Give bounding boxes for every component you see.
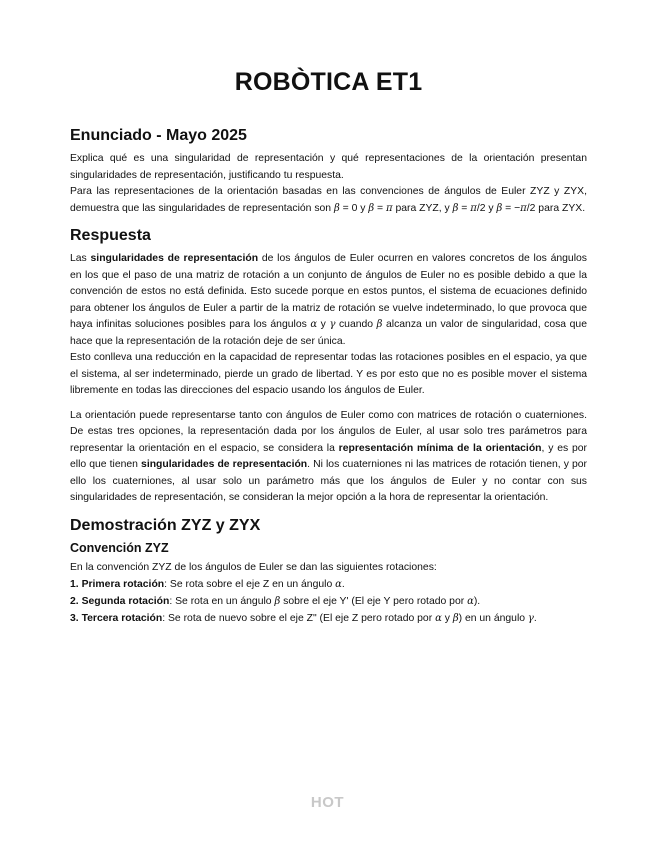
convencion-intro: En la convención ZYZ de los ángulos de Euler se dan las siguientes rotaciones:	[70, 561, 437, 573]
document-title: ROBÒTICA ET1	[234, 68, 423, 96]
list-item: 3. Tercera rotación: Se rota de nuevo sobre el eje Z" (El eje Z pero rotado por α y β) en un ángulo γ.	[70, 613, 537, 624]
list-item: 2. Segunda rotación: Se rota en un ángulo β sobre el eje Y' (El eje Y pero rotado por α).	[70, 596, 481, 607]
document-page	[70, 68, 587, 627]
enunciado-heading: Enunciado - Mayo 2025	[70, 127, 247, 144]
convencion-zyz-heading: Convención ZYZ	[70, 540, 169, 555]
rotation-list	[70, 576, 587, 627]
respuesta-paragraph-1: Las singularidades de representación de los ángulos de Euler ocurren en valores concretos de los ángulos en los que el paso de una matriz de rotación a un conjunto de ángulos de Euler no es posible debido a que la convención de estos no está definida. Esto sucede porque en estos puntos, el sistema de ecuaciones definido para obtener los ángulos de Euler a partir de la matriz de rotación se vuelve indeterminado, lo que provoca que haya infinitas soluciones posibles para los ángulos α y γ cuando β alcanza un valor de singularidad, cosa que hace que la representación de la rotación deje de ser única.	[70, 253, 587, 347]
respuesta-heading: Respuesta	[70, 227, 151, 244]
respuesta-paragraph-3: La orientación puede representarse tanto con ángulos de Euler como con matrices de rotación o cuaterniones. De estas tres opciones, la representación dada por los ángulos de Euler, al usar solo tres parámetros para representar la orientación en el espacio, se considera la representación mínima de la orientación, y es por ello que tienen singularidades de representación. Ni los cuaterniones ni las matrices de rotación tienen, y por ello los cuaterniones, al usar solo un parámetro más que los ángulos de Euler y no contar con sus singularidades de representación, se consideran la mejor opción a la hora de representar la orientación.	[70, 409, 587, 503]
demostracion-heading: Demostración ZYZ y ZYX	[70, 516, 261, 534]
enunciado-paragraph-1: Explica qué es una singularidad de representación y qué representaciones de la orientación presentan singularidades de representación, justificando tu respuesta.	[70, 153, 587, 181]
footer-watermark: HOT	[310, 794, 345, 811]
respuesta-paragraph-2: Esto conlleva una reducción en la capacidad de representar todas las rotaciones posibles en el espacio, ya que el sistema, al ser indeterminado, pierde un grado de libertad. Y es por esto que no es posible mover el sistema libremente en todas las direcciones del espacio usando los ángulos de Euler.	[70, 352, 587, 396]
enunciado-paragraph-2: Para las representaciones de la orientación basadas en las convenciones de ángulos de Euler ZYZ y ZYX, demuestra que las singularidades de representación son β = 0 y β = π para ZYZ, y β = π/2 y β = −π/2 para ZYX.	[70, 186, 587, 214]
list-item: 1. Primera rotación: Se rota sobre el eje Z en un ángulo α.	[70, 579, 345, 590]
